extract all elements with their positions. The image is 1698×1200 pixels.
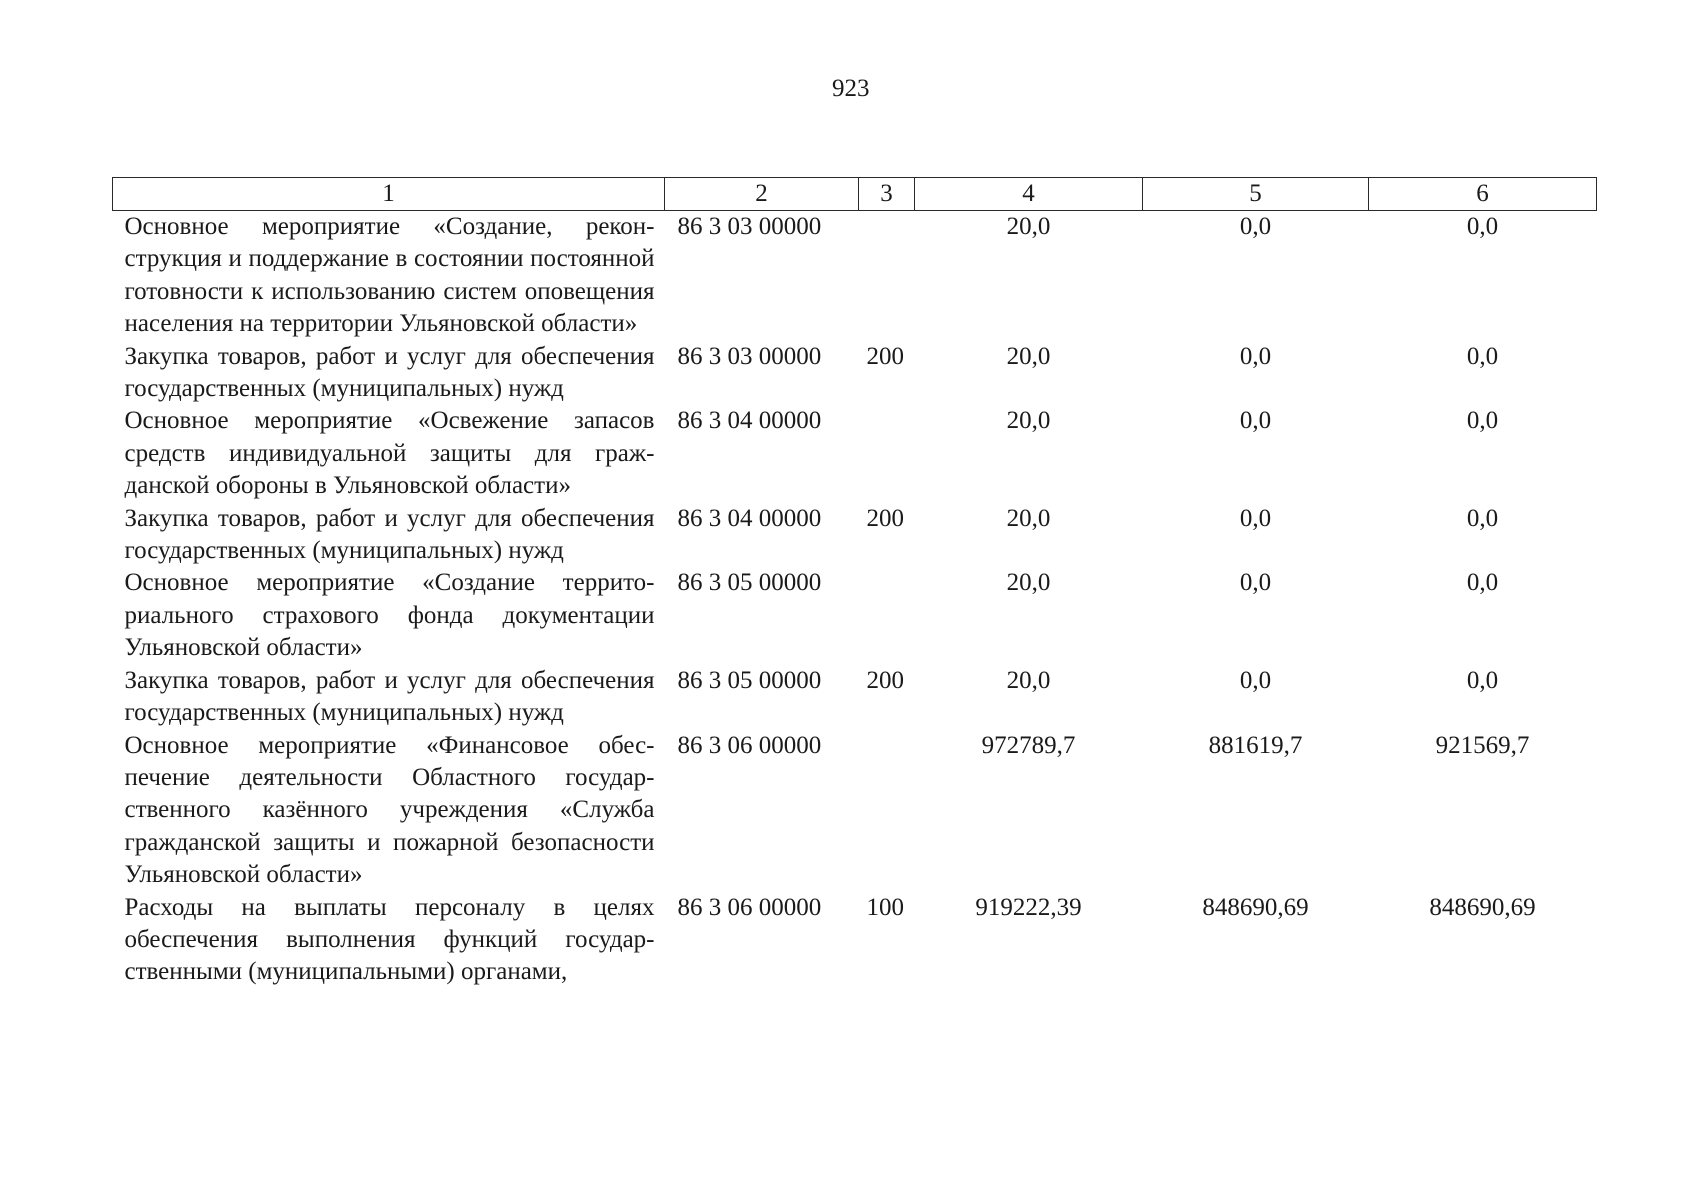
column-header-6: 6 [1369, 178, 1597, 211]
table-row [113, 405, 1597, 502]
row-description: Закупка товаров, работ и услуг для обеспечения государственных (муниципальных) нужд [124, 342, 655, 403]
row-description: Закупка товаров, работ и услуг для обеспечения государственных (муниципальных) нужд [124, 504, 655, 565]
row-code: 86 3 04 00000 [677, 504, 822, 532]
header-row [113, 178, 1597, 211]
table-row [113, 211, 1597, 341]
row-code: 86 3 04 00000 [677, 407, 822, 435]
column-header-5: 5 [1143, 178, 1369, 211]
row-description: Расходы на выплаты персоналу в целях обеспечения выполнения функций государственными (муниципальными) органами, [124, 893, 655, 986]
row-code: 86 3 05 00000 [677, 569, 822, 597]
row-value-5: 0,0 [1239, 569, 1272, 597]
row-value-4: 20,0 [1006, 666, 1051, 694]
row-value-4: 20,0 [1006, 213, 1051, 240]
row-value-5: 0,0 [1239, 407, 1272, 435]
row-value-6: 848690,69 [1429, 893, 1536, 921]
row-type [859, 567, 915, 664]
row-type: 200 [866, 504, 904, 532]
table-header [113, 178, 1597, 211]
row-value-4: 972789,7 [981, 731, 1076, 759]
row-type [859, 211, 915, 341]
column-header-4: 4 [915, 178, 1143, 211]
column-header-3: 3 [859, 178, 915, 211]
table-row [113, 567, 1597, 664]
row-value-6: 0,0 [1466, 666, 1499, 694]
page-number: 923 [832, 75, 870, 102]
row-description: Закупка товаров, работ и услуг для обеспечения государственных (муниципальных) нужд [124, 666, 655, 727]
table-row [113, 892, 1597, 989]
table-row [113, 730, 1597, 892]
table-body [113, 211, 1597, 989]
row-type: 100 [866, 893, 904, 921]
column-header-1: 1 [113, 178, 665, 211]
table-row [113, 503, 1597, 568]
row-code: 86 3 06 00000 [677, 731, 822, 759]
table-row [113, 665, 1597, 730]
row-value-5: 0,0 [1239, 504, 1272, 532]
row-type [859, 405, 915, 502]
row-description: Основное мероприятие «Создание территориального страхового фонда документации Ульяновской области» [124, 569, 655, 662]
row-type: 200 [866, 666, 904, 694]
row-value-6: 921569,7 [1435, 731, 1530, 759]
row-value-4: 20,0 [1006, 504, 1051, 532]
row-value-6: 0,0 [1466, 407, 1499, 435]
row-value-6: 0,0 [1466, 342, 1499, 370]
row-description: Основное мероприятие «Освежение запасов средств индивидуальной защиты для гражданской обороны в Ульяновской области» [124, 407, 655, 500]
column-header-2: 2 [665, 178, 859, 211]
row-value-6: 0,0 [1466, 569, 1499, 597]
row-description: Основное мероприятие «Финансовое обеспечение деятельности Областного государственного казённого учреждения «Служба гражданской защиты и пожарной безопасности Ульяновской области» [124, 731, 655, 889]
row-code: 86 3 05 00000 [677, 666, 822, 694]
row-type [859, 730, 915, 892]
row-value-6: 0,0 [1466, 504, 1499, 532]
budget-table [112, 177, 1597, 989]
table-row [113, 341, 1597, 406]
row-value-4: 20,0 [1006, 569, 1051, 597]
row-value-5: 848690,69 [1202, 893, 1309, 921]
row-value-6: 0,0 [1466, 213, 1499, 240]
row-value-4: 20,0 [1006, 407, 1051, 435]
row-description: Основное мероприятие «Создание, реконструкция и поддержание в состоянии постоянной готовности к использованию систем оповещения населения на территории Ульяновской области» [124, 213, 655, 338]
row-value-5: 881619,7 [1208, 731, 1303, 759]
row-code: 86 3 03 00000 [677, 342, 822, 370]
row-value-5: 0,0 [1239, 342, 1272, 370]
row-value-5: 0,0 [1239, 666, 1272, 694]
row-type: 200 [866, 342, 904, 370]
row-code: 86 3 06 00000 [677, 893, 822, 921]
row-code: 86 3 03 00000 [677, 213, 822, 240]
row-value-4: 919222,39 [975, 893, 1082, 921]
row-value-5: 0,0 [1239, 213, 1272, 240]
row-value-4: 20,0 [1006, 342, 1051, 370]
